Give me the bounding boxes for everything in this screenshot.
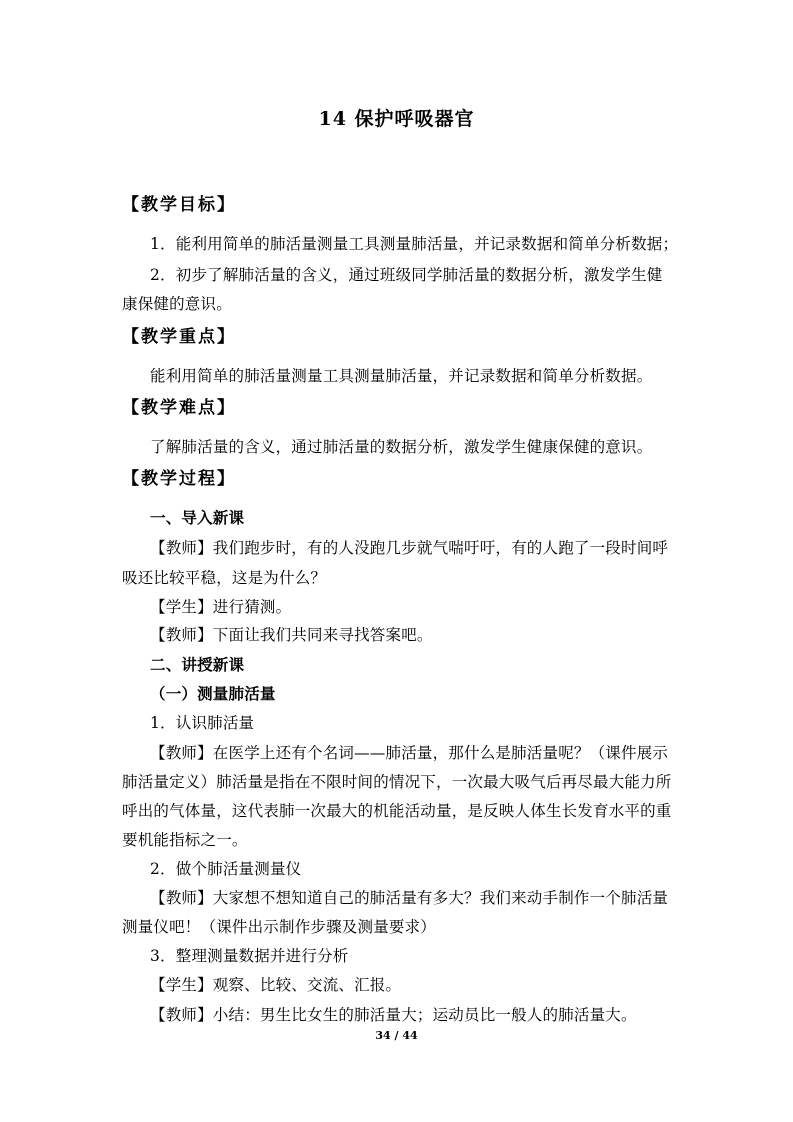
step-1-title: 1．认识肺活量: [150, 714, 255, 732]
paragraph-5-line-2: 测量仪吧！（课件出示制作步骤及测量要求）: [122, 918, 437, 936]
paragraph-4-line-2: 肺活量定义）肺活量是指在不限时间的情况下，一次最大吸气后再尽最大能力所: [122, 773, 672, 791]
page-title: 14 保护呼吸器官: [318, 108, 475, 130]
paragraph-1-line-1: 【教师】我们跑步时，有的人没跑几步就气喘吁吁，有的人跑了一段时间呼: [150, 539, 669, 557]
page-number: 34 / 44: [375, 1029, 418, 1042]
paragraph-7: 【教师】小结：男生比女生的肺活量大；运动员比一般人的肺活量大。: [150, 1006, 637, 1024]
heading-teaching-process: 【教学过程】: [122, 469, 236, 489]
paragraph-1-line-2: 吸还比较平稳，这是为什么？: [122, 569, 327, 587]
paragraph-4-line-3: 呼出的气体量，这代表肺一次最大的机能活动量，是反映人体生长发育水平的重: [122, 802, 672, 820]
section-2-title: 二、讲授新课: [150, 655, 245, 674]
difficulties-text: 了解肺活量的含义，通过肺活量的数据分析，激发学生健康保健的意识。: [150, 438, 653, 456]
goal-item-2-line-2: 康保健的意识。: [122, 295, 232, 313]
paragraph-2: 【学生】进行猜测。: [150, 598, 292, 616]
paragraph-3: 【教师】下面让我们共同来寻找答案吧。: [150, 626, 433, 644]
goal-item-1: 1．能利用简单的肺活量测量工具测量肺活量，并记录数据和简单分析数据；: [150, 235, 679, 253]
paragraph-6: 【学生】观察、比较、交流、汇报。: [150, 976, 402, 994]
section-1-title: 一、导入新课: [150, 508, 245, 527]
paragraph-4-line-1: 【教师】在医学上还有个名词——肺活量，那什么是肺活量呢？（课件展示: [150, 744, 669, 762]
paragraph-5-line-1: 【教师】大家想不想知道自己的肺活量有多大？我们来动手制作一个肺活量: [150, 889, 669, 907]
heading-teaching-goals: 【教学目标】: [122, 195, 236, 215]
paragraph-4-line-4: 要机能指标之一。: [122, 831, 248, 849]
step-2-title: 2．做个肺活量测量仪: [150, 860, 302, 878]
heading-key-points: 【教学重点】: [122, 327, 236, 347]
step-3-title: 3．整理测量数据并进行分析: [150, 947, 349, 965]
goal-item-2-line-1: 2．初步了解肺活量的含义，通过班级同学肺活量的数据分析，激发学生健: [150, 266, 663, 284]
key-points-text: 能利用简单的肺活量测量工具测量肺活量，并记录数据和简单分析数据。: [150, 367, 653, 385]
subsection-1-title: （一）测量肺活量: [150, 684, 276, 703]
heading-difficulties: 【教学难点】: [122, 398, 236, 418]
